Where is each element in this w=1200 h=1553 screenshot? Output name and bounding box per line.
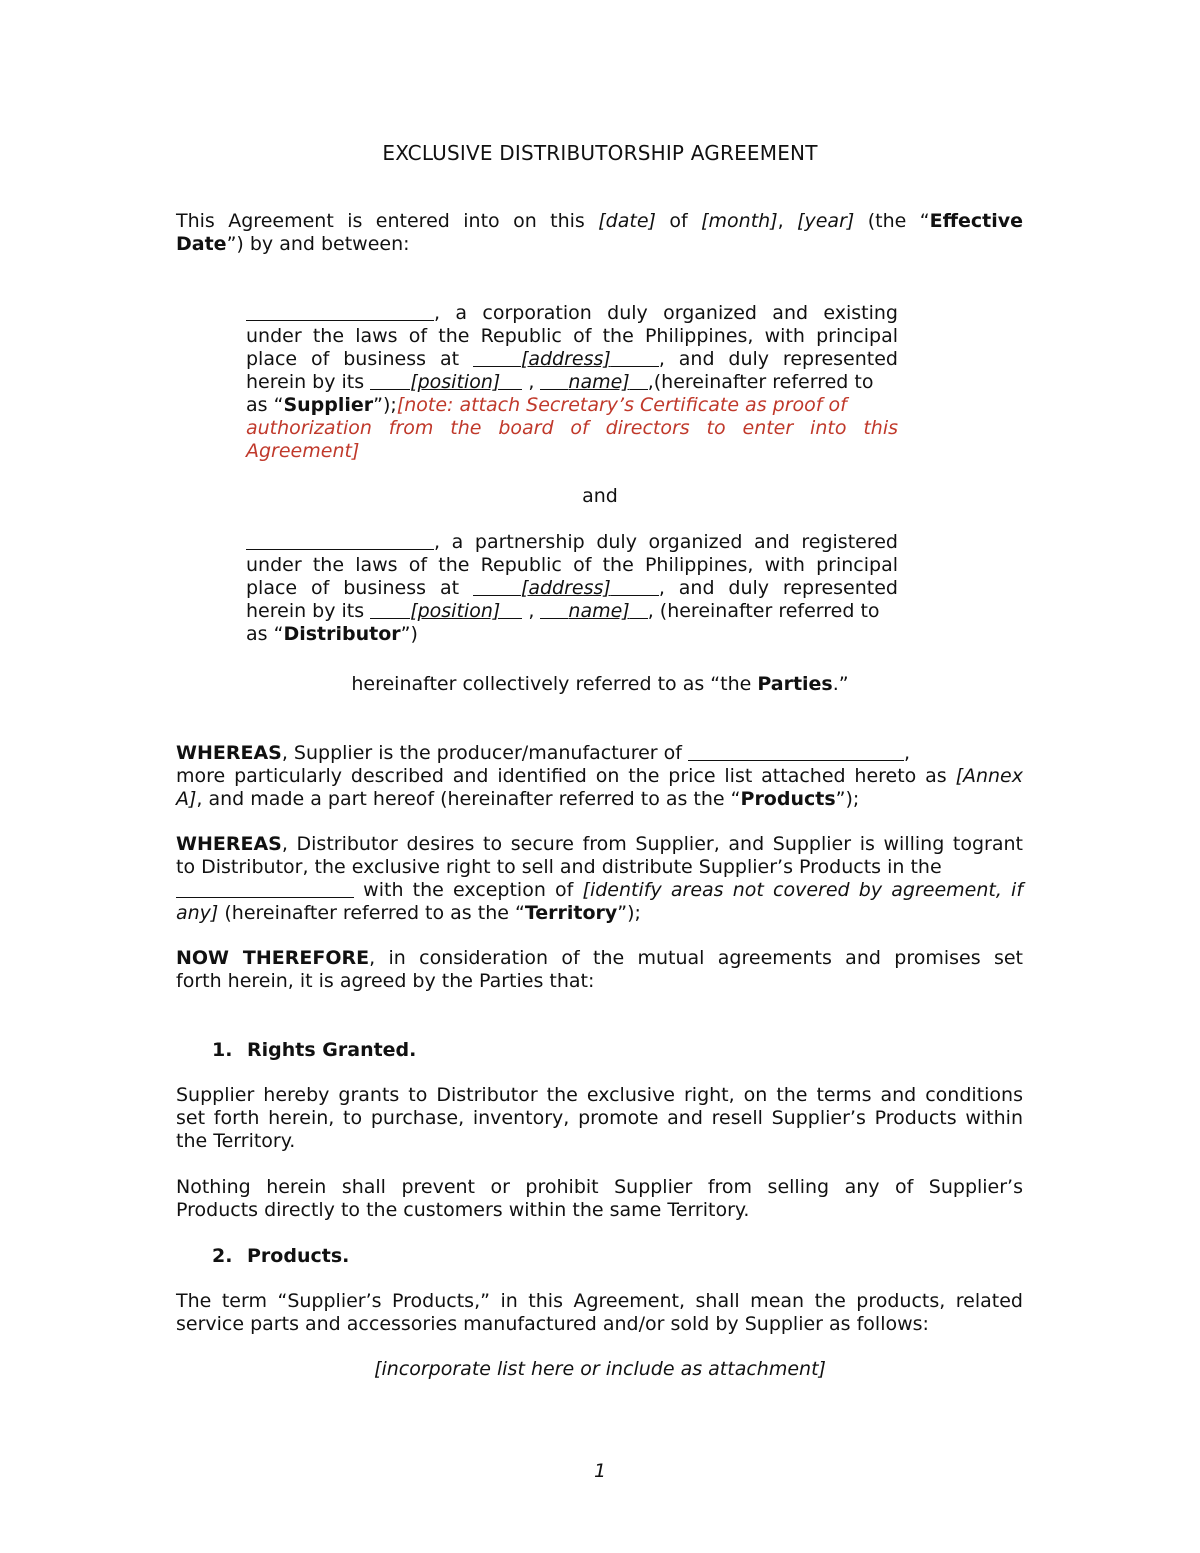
now-therefore-keyword: NOW THEREFORE	[176, 947, 370, 969]
address-placeholder: [address]	[520, 577, 611, 599]
distributor-text: ,	[522, 600, 541, 622]
supplier-line-4	[246, 371, 898, 394]
address-blank-left	[473, 577, 521, 596]
products-list-placeholder	[0, 1358, 1200, 1381]
distributor-text: ”)	[400, 623, 418, 645]
address-blank-left	[473, 348, 521, 367]
document-title: EXCLUSIVE DISTRIBUTORSHIP AGREEMENT	[382, 141, 818, 165]
name-blank-right	[630, 600, 648, 619]
annex-placeholder: A]	[176, 788, 197, 810]
whereas-clause-1	[176, 742, 1023, 811]
parties-text: .”	[832, 673, 849, 695]
supplier-text: ”);	[373, 394, 397, 416]
supplier-text: as “	[246, 394, 284, 416]
parties-label: Parties	[757, 673, 833, 695]
distributor-text: as “	[246, 623, 284, 645]
now-line-1	[176, 947, 1023, 970]
distributor-line-5	[246, 623, 898, 646]
whereas-text: more particularly described and identified on the price list attached hereto as	[176, 765, 956, 787]
whereas-text: with the exception of	[354, 879, 583, 901]
distributor-text: , (hereinafter referred to	[647, 600, 880, 622]
intro-text: (the “	[854, 210, 930, 232]
distributor-line-1	[246, 531, 898, 554]
section-title: Rights Granted.	[247, 1039, 417, 1061]
distributor-text: , a partnership duly organized and registered	[434, 531, 898, 553]
whereas-text: ”);	[835, 788, 860, 810]
distributor-label: Distributor	[283, 623, 401, 645]
distributor-text: herein by its	[246, 600, 371, 622]
distributor-line-4	[246, 600, 898, 623]
intro-text: This Agreement is entered into on this	[176, 210, 599, 232]
supplier-text: ,	[522, 371, 541, 393]
products-label: Products	[740, 788, 836, 810]
whereas-keyword: WHEREAS	[176, 833, 282, 855]
supplier-text: , and duly represented	[658, 348, 898, 370]
section-2-heading	[212, 1245, 349, 1268]
supplier-text: place of business at	[246, 348, 473, 370]
intro-text: ”) by and between:	[226, 233, 410, 255]
whereas1-line-1	[176, 742, 1023, 765]
intro-text: ,	[777, 210, 798, 232]
year-placeholder: [year]	[797, 210, 855, 232]
whereas1-line-3	[176, 788, 1023, 811]
now-text: , in consideration of the mutual agreements and promises set	[369, 947, 1023, 969]
product-blank	[688, 742, 904, 761]
s2p1-line-1: The term “Supplier’s Products,” in this Agreement, shall mean the products, related	[176, 1290, 1023, 1312]
parties-line	[0, 673, 1200, 696]
whereas2-line-4	[176, 902, 1023, 925]
address-blank-right	[611, 348, 659, 367]
s1p2-line-1: Nothing herein shall prevent or prohibit Supplier from selling any of Supplier’s	[176, 1176, 1023, 1198]
page-number: 1	[593, 1460, 607, 1482]
s1p1-line-2: set forth herein, to purchase, inventory, promote and resell Supplier’s Products within	[176, 1107, 1023, 1129]
whereas-text: ”);	[617, 902, 641, 924]
whereas-keyword: WHEREAS	[176, 742, 282, 764]
section-number: 1.	[212, 1039, 233, 1061]
supplier-line-1	[246, 302, 898, 325]
section-number: 2.	[212, 1245, 233, 1267]
supplier-text: herein by its	[246, 371, 371, 393]
name-placeholder: name]	[568, 600, 630, 622]
intro-line-2	[176, 233, 1023, 256]
supplier-label: Supplier	[283, 394, 374, 416]
month-placeholder: [month]	[701, 210, 778, 232]
position-blank-right	[500, 600, 522, 619]
section-title: Products.	[247, 1245, 350, 1267]
position-placeholder: [position]	[410, 371, 501, 393]
distributor-line-2: under the laws of the Republic of the Philippines, with principal	[246, 554, 898, 576]
whereas2-line-1	[176, 833, 1023, 856]
supplier-line-2: under the laws of the Republic of the Philippines, with principal	[246, 325, 898, 347]
s1p2-line-2: Products directly to the customers within the same Territory.	[176, 1199, 750, 1221]
distributor-block	[246, 531, 898, 646]
distributor-name-blank	[246, 531, 434, 550]
s1p1-line-1: Supplier hereby grants to Distributor the exclusive right, on the terms and conditions	[176, 1084, 1023, 1106]
effective-date-label-part1: Effective	[929, 210, 1023, 232]
whereas2-line-2: to Distributor, the exclusive right to sell and distribute Supplier’s Products in the	[176, 856, 942, 878]
supplier-name-blank	[246, 302, 434, 321]
whereas-text: ,	[904, 742, 911, 764]
supplier-note-line-3: Agreement]	[246, 440, 360, 462]
supplier-line-5	[246, 394, 898, 417]
territory-label: Territory	[524, 902, 618, 924]
whereas-text: , and made a part hereof (hereinafter referred to as the “	[196, 788, 741, 810]
whereas2-line-3	[176, 879, 1023, 902]
position-blank-right	[500, 371, 522, 390]
whereas-clause-2	[176, 833, 1023, 925]
effective-date-label-part2: Date	[176, 233, 227, 255]
s1p1-line-3: the Territory.	[176, 1130, 296, 1152]
whereas-text: (hereinafter referred to as the “	[218, 902, 525, 924]
and-connector: and	[582, 485, 618, 507]
intro-line-1	[176, 210, 1023, 233]
whereas-text: , Distributor desires to secure from Supplier, and Supplier is willing togrant	[281, 833, 1023, 855]
address-placeholder: [address]	[520, 348, 611, 370]
supplier-block	[246, 302, 898, 463]
section-2-paragraph-1	[176, 1290, 1023, 1336]
section-1-heading	[212, 1039, 416, 1062]
intro-paragraph	[176, 210, 1023, 256]
section-1-paragraph-2	[176, 1176, 1023, 1222]
distributor-text: , and duly represented	[658, 577, 898, 599]
position-placeholder: [position]	[410, 600, 501, 622]
whereas-text: , Supplier is the producer/manufacturer of	[281, 742, 689, 764]
date-placeholder: [date]	[598, 210, 656, 232]
s2p1-line-2: service parts and accessories manufactured and/or sold by Supplier as follows:	[176, 1313, 929, 1335]
position-blank-left	[370, 600, 410, 619]
section-1-paragraph-1	[176, 1084, 1023, 1153]
distributor-text: place of business at	[246, 577, 473, 599]
supplier-text: , a corporation duly organized and existing	[434, 302, 898, 324]
supplier-line-3	[246, 348, 898, 371]
whereas1-line-2	[176, 765, 1023, 788]
supplier-text: ,(hereinafter referred to	[647, 371, 874, 393]
address-blank-right	[611, 577, 659, 596]
list-placeholder-text: [incorporate list here or include as attachment]	[374, 1358, 826, 1380]
territory-blank	[176, 879, 354, 898]
parties-text: hereinafter collectively referred to as “the	[351, 673, 758, 695]
name-blank-left	[540, 600, 568, 619]
intro-text: of	[655, 210, 702, 232]
position-blank-left	[370, 371, 410, 390]
supplier-note-line-2: authorization from the board of directors to enter into this	[246, 417, 898, 439]
supplier-note-line-1: [note: attach Secretary’s Certificate as proof of	[396, 394, 847, 416]
name-placeholder: name]	[568, 371, 630, 393]
distributor-line-3	[246, 577, 898, 600]
now-therefore-clause	[176, 947, 1023, 993]
areas-placeholder: any]	[176, 902, 219, 924]
name-blank-right	[630, 371, 648, 390]
name-blank-left	[540, 371, 568, 390]
areas-placeholder: [identify areas not covered by agreement, if	[582, 879, 1024, 901]
now-line-2: forth herein, it is agreed by the Parties that:	[176, 970, 595, 992]
annex-placeholder: [Annex	[955, 765, 1023, 787]
